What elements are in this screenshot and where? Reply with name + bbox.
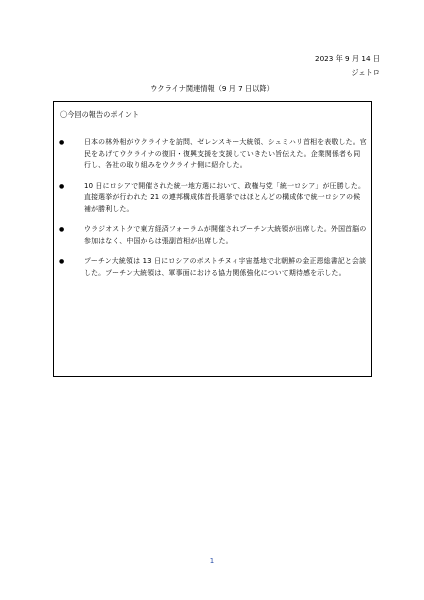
list-item-text: プーチン大統領は 13 日にロシアのボストチヌィ宇宙基地で北朝鮮の金正恩総書記と会談した。プーチン大統領は、軍事面における協力関係強化について期待感を示した。 <box>84 257 367 277</box>
bullet-icon: ● <box>59 139 65 146</box>
bullet-icon: ● <box>59 182 65 190</box>
page-number: 1 <box>209 557 215 565</box>
list-item <box>54 224 371 247</box>
list-item <box>54 137 371 172</box>
key-points-list <box>54 137 371 288</box>
organization-name: ジェトロ <box>351 68 380 77</box>
document-title: ウクライナ関連情報（9 月 7 日以降） <box>150 84 274 93</box>
key-points-box <box>53 101 372 377</box>
bullet-icon: ● <box>59 258 65 265</box>
list-item-text: ウラジオストクで東方経済フォーラムが開催されプーチン大統領が出席した。外国首脳の参加はなく、中国からは張副首相が出席した。 <box>84 225 367 245</box>
list-item <box>54 181 371 216</box>
key-points-heading: 〇今回の報告のポイント <box>60 110 140 119</box>
bullet-icon: ● <box>59 226 65 233</box>
list-item-text: 10 日にロシアで開催された統一地方選において、政権与党「統一ロシア」が圧勝した。直接選挙が行われた 21 の連邦構成体首長選挙ではほとんどの構成体で統一ロシアの候補が勝利した。 <box>84 181 366 213</box>
list-item-text: 日本の林外相がウクライナを訪問、ゼレンスキー大統領、シュミハリ首相を表敬した。官民をあげてウクライナの復旧・復興支援を支援していきたい旨伝えた。企業関係者も同行し、各社の取り組みをウクライナ側に紹介した。 <box>84 138 367 169</box>
list-item <box>54 256 371 279</box>
document-date: 2023 年 9 月 14 日 <box>315 54 380 63</box>
